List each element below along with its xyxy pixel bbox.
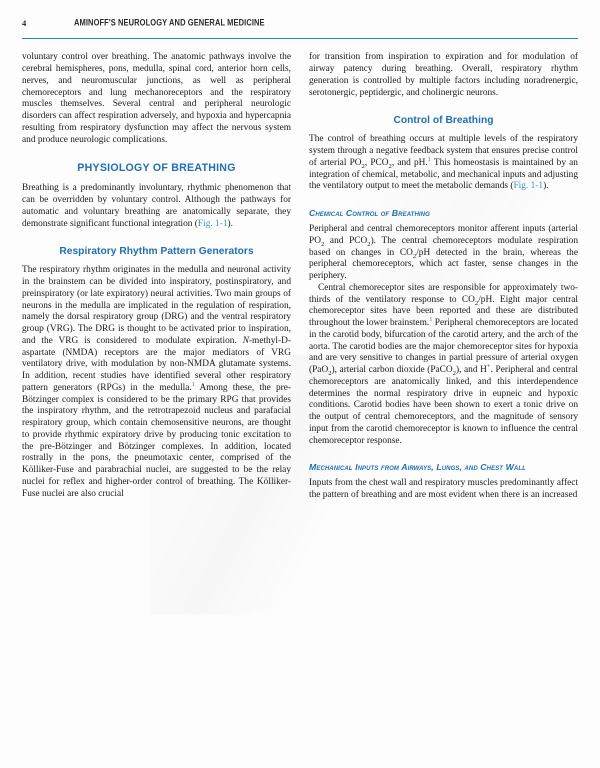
subscript-2: 2: [361, 162, 365, 170]
paragraph-rhythm-generators: [22, 265, 291, 500]
running-head-row: [22, 18, 578, 28]
subscript-2: 2: [452, 369, 456, 377]
paragraph-continued-right: [309, 52, 578, 99]
paragraph-text-part-6: . Peripheral and central chemoreceptors are anatomically linked, and this interdependence determines the normal respiratory drive in eupneic and hypoxic conditions. Carotid bodies have been shown to exert a tonic drive on the output of central chemoreceptors, and the magnitude of sensory input from the carotid chemoreceptor is known to influence the central chemoreceptor response.: [309, 365, 579, 446]
heading-chemical-control-of-breathing: Chemical Control of Breathing: [309, 208, 430, 219]
paragraph-text-part-1: Central chemoreceptor sites are responsible for approximately two-thirds of the ventilatory response to CO: [309, 282, 578, 305]
reference-marker[interactable]: 1: [429, 315, 433, 323]
paragraph-text: Inputs from the chest wall and respiratory muscles predominantly affect the pattern of breathing and are most evident when there is an increased: [309, 478, 578, 501]
paragraph-text-part-4: ), arterial carbon dioxide (PaCO: [331, 365, 453, 376]
paragraph-text-part-5: ), and H: [455, 365, 487, 376]
superscript-charge: +: [486, 362, 491, 370]
reference-marker[interactable]: 1: [191, 380, 195, 388]
paragraph-text-part-2: and PCO: [324, 235, 368, 246]
subscript-2: 2: [328, 369, 332, 377]
column-left: [22, 52, 291, 500]
paragraph-physiology: [22, 183, 291, 230]
paragraph-text-part-4: /pH detected in the brain, whereas the peripheral chemoreceptors, which act faster, sense changes in the periphery.: [309, 247, 578, 282]
paragraph-text-part-2: /pH. Eight major central chemoreceptor sites have been reported and these are distributed throughout the lower brainstem.: [309, 294, 578, 329]
paragraph-text-part-3: ). The central chemoreceptors modulate respiration based on changes in CO: [309, 235, 579, 258]
heading-respiratory-rhythm-pattern-generators: Respiratory Rhythm Pattern Generators: [59, 246, 254, 258]
reference-marker[interactable]: 1: [427, 155, 431, 163]
paragraph-text-part-3: , and pH.: [391, 157, 428, 168]
paragraph-text-part-2: -aspartate (NMDA) receptors are the major mediators of VRG ventilatory drive, with modulation by non-NMDA glutamate systems. In addition, recent studies have identified several other respiratory pattern generators (RPGs) in the medulla.: [22, 335, 291, 393]
page-folio: 4: [22, 18, 27, 28]
subscript-2: 2: [367, 240, 371, 248]
column-right: [309, 52, 578, 502]
subscript-2: 2: [412, 252, 417, 260]
paragraph-text-part-1: The control of breathing occurs at multiple levels of the respiratory system through a negative feedback system that ensures precise control of arterial PO: [309, 134, 578, 168]
figure-xref-link[interactable]: Fig. 1-1: [197, 218, 228, 229]
paragraph-text-part-1: Peripheral and central chemoreceptors monitor afferent inputs (arterial PO: [309, 224, 578, 246]
running-head: [22, 0, 578, 34]
nmda-smallcap-d: D: [281, 335, 288, 346]
paragraph-continued-left: [22, 52, 291, 146]
paragraph-chemical-control-1: [309, 224, 578, 283]
paragraph-control-of-breathing: [309, 134, 578, 193]
paragraph-text: for transition from inspiration to expiration and for modulation of airway patency during breathing. Overall, respiratory rhythm generation is controlled by multiple factors including noradrenergic, serotonergic, peptidergic, and cholinergic neurons.: [309, 52, 578, 98]
subscript-2: 2: [388, 162, 392, 170]
paragraph-text-part-1: Breathing is a predominantly involuntary, rhythmic phenomenon that can be overridden by voluntary control. Although the pathways for automatic and voluntary breathing are anatomically separate, they demonstrate significant functional integration (: [22, 183, 291, 229]
heading-mechanical-inputs-airways-lungs-chest-wall: Mechanical Inputs from Airways, Lungs, and Chest Wall: [309, 462, 526, 473]
paragraph-text-part-2: ).: [227, 218, 233, 229]
paragraph-text-part-3: Among these, the pre-Bötzinger complex is considered to be the primary RPG that provides the inspiratory rhythm, and the retrotrapezoid nucleus and parafacial respiratory group, which contain chemosensitive neurons, are thought to provide rhythmic expiratory drive by producing tonic excitation to the pre-Bötzinger and Bötzinger complexes. In addition, located rostrally in the pons, the pneumotaxic center, comprised of the Kölliker-Fuse and parabrachial nuclei, are suggested to be the relay nuclei for reflex and higher-order control of breathing. The Kölliker-Fuse nuclei are also crucial: [22, 382, 292, 499]
subscript-2: 2: [474, 299, 479, 307]
paragraph-text-part-3: Peripheral chemoreceptors are located in the carotid body, bifurcation of the carotid artery, and the arch of the aorta. The carotid bodies are the major chemoreceptor sites for hypoxia and are very sensitive to changes in partial pressure of arterial oxygen (PaO: [309, 318, 578, 376]
heading-physiology-of-breathing: PHYSIOLOGY OF BREATHING: [77, 162, 236, 175]
nmda-methyl: -methyl-: [248, 335, 282, 346]
paragraph-text-part-1: The respiratory rhythm originates in the medulla and neuronal activity in the brainstem can be divided into inspiratory, postinspiratory, and preinspiratory (or late expiratory) neural activities. Two main groups of neurons in the medulla are implicated in the regulation of respiration, namely the dorsal respiratory group (DRG) and the ventral respiratory group (VRG). The DRG is thought to be activated prior to inspiration, and the VRG is considered to modulate expiration.: [22, 265, 291, 346]
paragraph-text-part-2: , PCO: [364, 157, 389, 168]
heading-control-of-breathing: Control of Breathing: [393, 115, 494, 127]
paragraph-chemical-control-2: [309, 283, 578, 448]
paragraph-mechanical-inputs: [309, 478, 578, 502]
figure-xref-link[interactable]: Fig. 1-1: [513, 181, 544, 192]
running-head-title: AMINOFF'S NEUROLOGY AND GENERAL MEDICINE: [74, 17, 265, 28]
header-rule: [22, 38, 578, 39]
paragraph-text: voluntary control over breathing. The anatomic pathways involve the cerebral hemispheres, pons, medulla, spinal cord, anterior horn cells, nerves, and neuromuscular junctions, as well as peripheral chemoreceptors and lung mechanoreceptors and the respiratory muscles themselves. Several central and peripheral neurologic disorders can affect respiration adversely, and hypoxia and hypercapnia resulting from respiratory dysfunction may affect the nervous system and produce neurologic complications.: [22, 52, 291, 145]
paragraph-text-part-4: This homeostasis is maintained by an integration of chemical, metabolic, and mechanical inputs and adjusting the ventilatory output to meet the metabolic demands (: [309, 157, 578, 192]
paragraph-text-part-5: ).: [543, 181, 549, 192]
two-column-body: [22, 52, 578, 502]
subscript-2: 2: [320, 240, 325, 248]
nmda-italic-n: N: [242, 335, 249, 346]
